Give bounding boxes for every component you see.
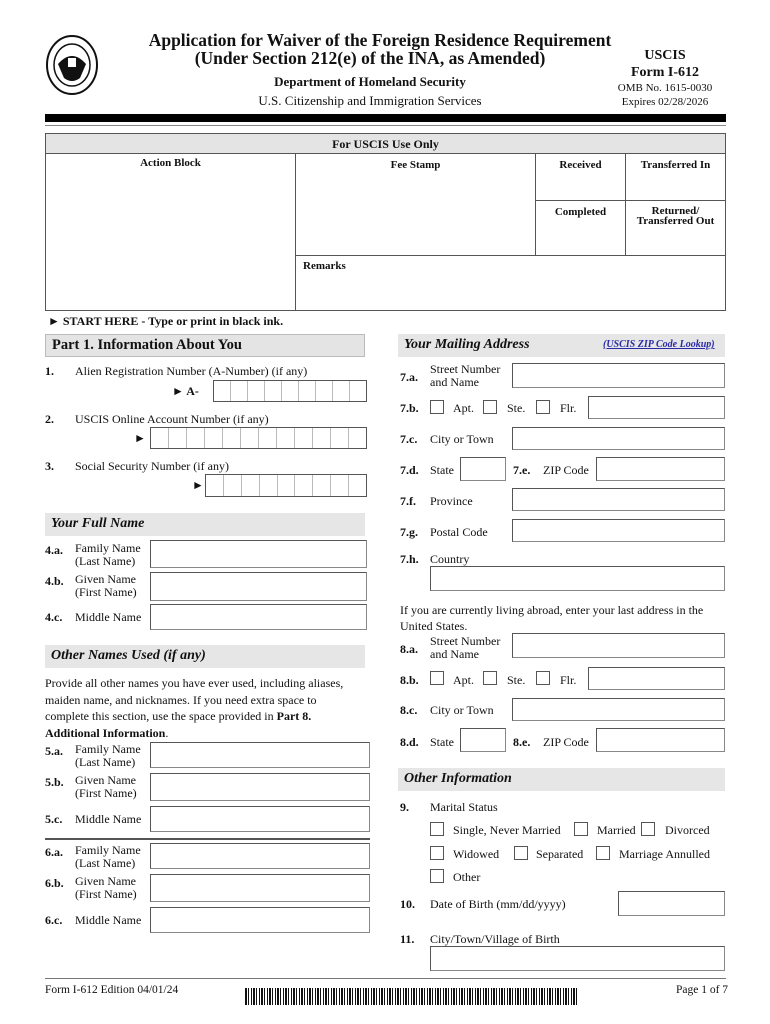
f6b-label (75, 875, 137, 901)
family-name-input[interactable] (150, 540, 367, 568)
f6b-number: 6.b. (45, 876, 64, 890)
uscis-use-title: For USCIS Use Only (46, 134, 725, 154)
apt-label: Apt. (453, 673, 474, 687)
label-line: Family Name (75, 742, 141, 756)
us-flr-checkbox[interactable] (536, 671, 550, 685)
label-line: (Last Name) (75, 856, 136, 870)
f7a-number: 7.a. (400, 370, 418, 384)
q2-label: USCIS Online Account Number (if any) (75, 412, 269, 426)
q1-number: 1. (45, 364, 54, 378)
country-label: Country (430, 552, 470, 566)
uscis-online-account-input[interactable] (150, 427, 367, 449)
us-unit-number-input[interactable] (588, 667, 725, 690)
f8b-number: 8.b. (400, 673, 419, 687)
label-line: and Name (430, 375, 479, 389)
zip-label: ZIP Code (543, 735, 589, 749)
received-label: Received (559, 159, 602, 171)
barcode (245, 988, 578, 1005)
zip-label: ZIP Code (543, 463, 589, 477)
us-state-select[interactable] (460, 728, 506, 752)
single-checkbox[interactable] (430, 822, 444, 836)
dob-label: Date of Birth (mm/dd/yyyy) (430, 897, 566, 911)
label-line: Family Name (75, 843, 141, 857)
ste-label: Ste. (507, 673, 526, 687)
label-line: (Last Name) (75, 554, 136, 568)
q3-label: Social Security Number (if any) (75, 459, 229, 473)
flr-label: Flr. (560, 401, 577, 415)
text: United States. (400, 619, 468, 633)
text: If you are currently living abroad, enter your last address in the (400, 603, 704, 617)
state-label: State (430, 463, 454, 477)
label-line: Given Name (75, 874, 136, 888)
f7e-number: 7.e. (513, 463, 531, 477)
street-input[interactable] (512, 363, 725, 388)
start-here-instruction: ► START HERE - Type or print in black ink. (48, 314, 284, 328)
arrow-icon: ► (192, 478, 204, 492)
f4b-number: 4.b. (45, 574, 64, 588)
returned-line2: Transferred Out (636, 215, 715, 227)
dob-input[interactable] (618, 891, 725, 916)
flr-label: Flr. (560, 673, 577, 687)
annulled-checkbox[interactable] (596, 846, 610, 860)
footer-rule (45, 978, 726, 979)
label-line: Family Name (75, 541, 141, 555)
f7a-label (430, 363, 500, 389)
text: complete this section, use the space provided in (45, 709, 277, 723)
label-line: Given Name (75, 773, 136, 787)
omb-number: OMB No. 1615-0030 (617, 82, 713, 94)
f5a-number: 5.a. (45, 744, 63, 758)
expiration-date: Expires 02/28/2026 (621, 96, 709, 108)
label-line: and Name (430, 647, 479, 661)
ssn-input[interactable] (205, 474, 367, 497)
text: Provide all other names you have ever used, including aliases, (45, 676, 344, 690)
city-label: City or Town (430, 703, 494, 717)
header-rule-thin (45, 125, 726, 126)
abroad-instructions (400, 602, 703, 634)
part1-header: Part 1. Information About You (45, 334, 365, 357)
widowed-label: Widowed (453, 847, 500, 861)
apt-label: Apt. (453, 401, 474, 415)
q2-number: 2. (45, 412, 54, 426)
f5a-label (75, 743, 141, 769)
label-line: (First Name) (75, 585, 137, 599)
f8e-number: 8.e. (513, 735, 531, 749)
f4a-label (75, 542, 141, 568)
q1-label: Alien Registration Number (A-Number) (if any) (75, 364, 308, 378)
us-apt-checkbox[interactable] (430, 671, 444, 685)
label-line: (First Name) (75, 887, 137, 901)
married-checkbox[interactable] (574, 822, 588, 836)
postal-code-input[interactable] (512, 519, 725, 542)
f4a-number: 4.a. (45, 543, 63, 557)
f5c-label: Middle Name (75, 812, 142, 826)
unit-number-input[interactable] (588, 396, 725, 419)
state-select[interactable] (460, 457, 506, 481)
f8a-label (430, 635, 500, 661)
f8c-number: 8.c. (400, 703, 418, 717)
other-label: Other (453, 870, 481, 884)
other-given-name-2-input[interactable] (150, 874, 370, 902)
form-title-line1: Application for Waiver of the Foreign Residence Requirement (148, 30, 612, 50)
middle-name-input[interactable] (150, 604, 367, 630)
marital-status-label: Marital Status (430, 800, 498, 814)
department-name: Department of Homeland Security (274, 74, 466, 89)
returned-label (626, 206, 725, 226)
mailing-address-header: Your Mailing Address (398, 334, 725, 357)
divorced-checkbox[interactable] (641, 822, 655, 836)
f6c-number: 6.c. (45, 913, 63, 927)
divider (295, 154, 296, 310)
us-ste-checkbox[interactable] (483, 671, 497, 685)
a-number-prefix: ► A- (172, 384, 199, 398)
single-label: Single, Never Married (453, 823, 561, 837)
us-street-input[interactable] (512, 633, 725, 658)
arrow-icon: ► (134, 431, 146, 445)
full-name-header: Your Full Name (45, 513, 365, 536)
province-input[interactable] (512, 488, 725, 511)
agency-name: U.S. Citizenship and Immigration Services (258, 93, 482, 108)
text: Part 8. (276, 709, 312, 723)
city-label: City or Town (430, 432, 494, 446)
zip-input[interactable] (596, 457, 725, 481)
widowed-checkbox[interactable] (430, 846, 444, 860)
flr-checkbox[interactable] (536, 400, 550, 414)
text: maiden name, and nicknames. If you need extra space to (45, 692, 317, 707)
other-names-header: Other Names Used (if any) (45, 645, 365, 668)
other-middle-name-input[interactable] (150, 806, 370, 832)
f8a-number: 8.a. (400, 642, 418, 656)
page-number: Page 1 of 7 (676, 984, 729, 996)
remarks-label: Remarks (303, 260, 346, 272)
f6a-label (75, 844, 141, 870)
q11-number: 11. (400, 932, 415, 946)
ste-label: Ste. (507, 401, 526, 415)
f7b-number: 7.b. (400, 401, 419, 415)
f7c-number: 7.c. (400, 432, 418, 446)
birth-city-input[interactable] (430, 946, 725, 971)
f5b-label (75, 774, 137, 800)
other-middle-name-2-input[interactable] (150, 907, 370, 933)
a-number-input[interactable] (213, 380, 367, 402)
returned-line1: Returned/ (651, 205, 700, 217)
married-label: Married (597, 823, 636, 837)
text: Additional Information (45, 725, 166, 740)
f4c-number: 4.c. (45, 610, 63, 624)
us-zip-input[interactable] (596, 728, 725, 752)
other-checkbox[interactable] (430, 869, 444, 883)
label-line: Street Number (430, 362, 501, 376)
divider (45, 838, 370, 840)
other-information-header: Other Information (398, 768, 725, 791)
label-line: Given Name (75, 572, 136, 586)
f7d-number: 7.d. (400, 463, 419, 477)
q3-number: 3. (45, 459, 54, 473)
label-line: (First Name) (75, 786, 137, 800)
zip-code-lookup-link[interactable]: (USCIS ZIP Code Lookup) (603, 339, 715, 350)
form-edition: Form I-612 Edition 04/01/24 (45, 984, 179, 996)
province-label: Province (430, 494, 473, 508)
birth-city-label: City/Town/Village of Birth (430, 932, 560, 946)
q9-number: 9. (400, 800, 409, 814)
form-number: Form I-612 (630, 65, 700, 80)
f8d-number: 8.d. (400, 735, 419, 749)
f5b-number: 5.b. (45, 775, 64, 789)
label-line: Street Number (430, 634, 501, 648)
apt-checkbox[interactable] (430, 400, 444, 414)
f7f-number: 7.f. (400, 494, 416, 508)
separated-label: Separated (536, 847, 584, 861)
given-name-input[interactable] (150, 572, 367, 601)
divorced-label: Divorced (665, 823, 710, 837)
other-names-instructions: Provide all other names you have ever used, including aliases, maiden name, and nicknames. If you need extra space to complete this section, use the space provided in Part 8. Additional Information. (45, 676, 344, 740)
city-input[interactable] (512, 427, 725, 450)
f7h-number: 7.h. (400, 552, 419, 566)
other-family-name-2-input[interactable] (150, 843, 370, 869)
completed-label: Completed (554, 206, 607, 218)
postal-code-label: Postal Code (430, 525, 488, 539)
f4c-label: Middle Name (75, 610, 142, 624)
f6a-number: 6.a. (45, 845, 63, 859)
other-given-name-input[interactable] (150, 773, 370, 801)
us-city-input[interactable] (512, 698, 725, 721)
transferred-in-label: Transferred In (640, 159, 711, 171)
country-input[interactable] (430, 566, 725, 591)
f6c-label: Middle Name (75, 913, 142, 927)
f7g-number: 7.g. (400, 525, 418, 539)
divider (295, 255, 725, 256)
other-family-name-input[interactable] (150, 742, 370, 768)
annulled-label: Marriage Annulled (619, 847, 710, 861)
f5c-number: 5.c. (45, 812, 63, 826)
action-block-label: Action Block (140, 157, 201, 169)
q10-number: 10. (400, 897, 415, 911)
ste-checkbox[interactable] (483, 400, 497, 414)
fee-stamp-label: Fee Stamp (390, 159, 441, 171)
divider (535, 200, 725, 201)
label-line: (Last Name) (75, 755, 136, 769)
state-label: State (430, 735, 454, 749)
f4b-label (75, 573, 137, 599)
agency-short: USCIS (644, 48, 686, 63)
separated-checkbox[interactable] (514, 846, 528, 860)
header-rule (45, 114, 726, 122)
form-title-line2: (Under Section 212(e) of the INA, as Amended) (194, 48, 546, 68)
